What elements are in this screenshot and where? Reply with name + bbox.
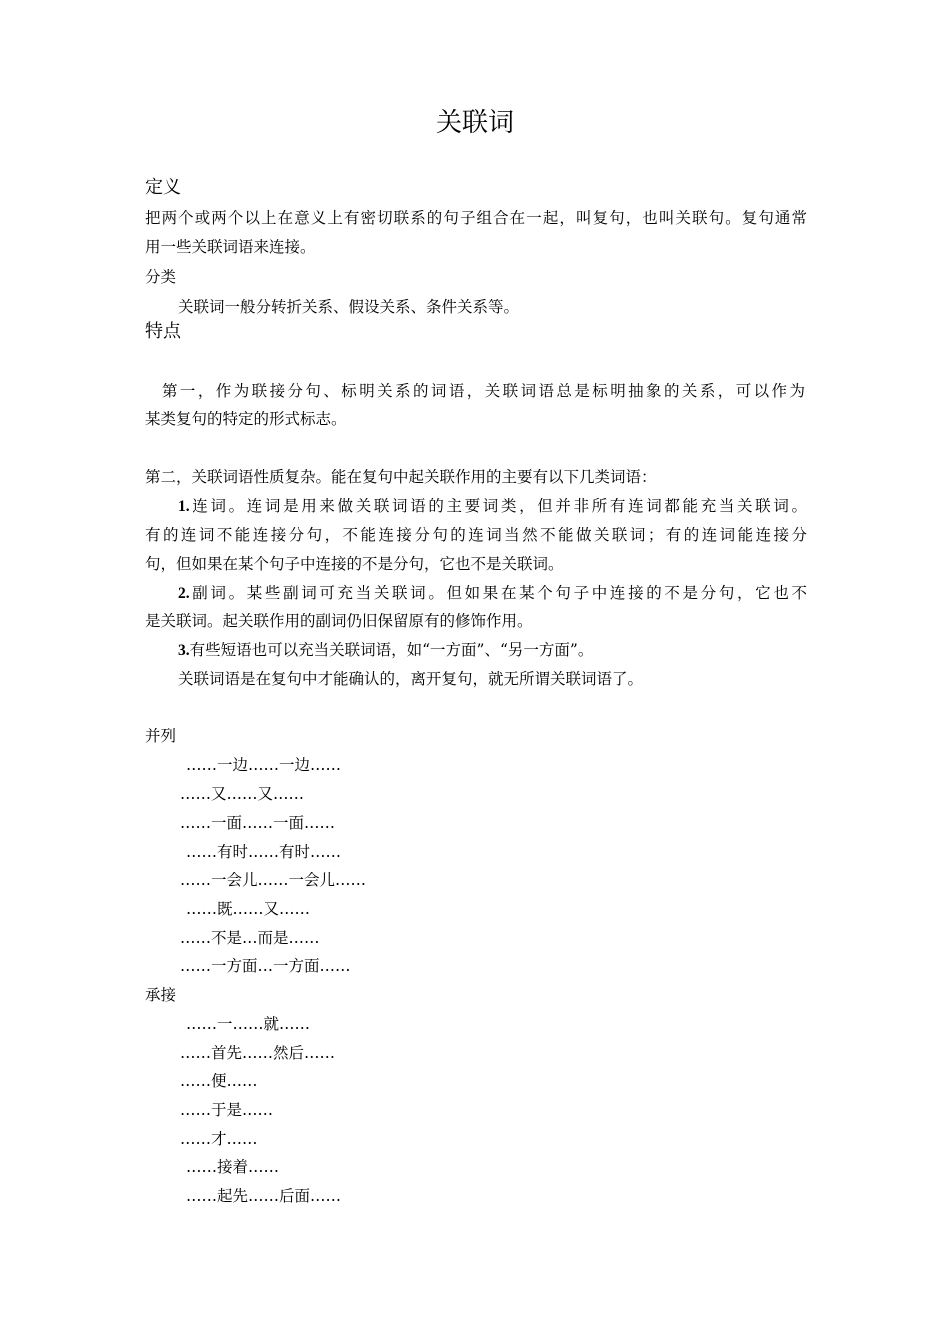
features-item-3-number: 3. (178, 642, 190, 659)
features-first-line-1: 第一，作为联接分句、标明关系的词语，关联词语总是标明抽象的关系，可以作为 (162, 382, 805, 400)
parallel-item-8: ……一方面…一方面…… (180, 957, 351, 975)
sequential-item-3: ……便…… (180, 1072, 258, 1090)
sequential-item-7: ……起先……后面…… (186, 1187, 342, 1205)
sequential-heading: 承接 (145, 986, 177, 1004)
parallel-item-7: ……不是…而是…… (180, 929, 320, 947)
parallel-item-3: ……一面……一面…… (180, 814, 336, 832)
features-first-line-2: 某类复句的特定的形式标志。 (145, 410, 347, 428)
parallel-item-1: ……一边……一边…… (186, 756, 342, 774)
features-heading: 特点 (145, 321, 181, 342)
features-item-3-line (178, 639, 593, 662)
features-item-3-text: 有些短语也可以充当关联词语，如“一方面”、“另一方面”。 (189, 641, 594, 659)
parallel-heading: 并列 (145, 727, 177, 745)
definition-line-2: 用一些关联词语来连接。 (145, 238, 316, 256)
parallel-item-6: ……既……又…… (186, 900, 311, 918)
features-item-2-number: 2. (178, 585, 190, 602)
features-item-1-line-1 (178, 495, 807, 518)
definition-heading: 定义 (145, 177, 181, 198)
classification-text: 关联词一般分转折关系、假设关系、条件关系等。 (178, 298, 520, 316)
classification-heading: 分类 (145, 268, 177, 286)
features-second-intro: 第二，关联词语性质复杂。能在复句中起关联作用的主要有以下几类词语： (145, 468, 657, 486)
features-item-1-line-3: 句，但如果在某个句子中连接的不是分句，它也不是关联词。 (145, 555, 564, 573)
sequential-item-1: ……一……就…… (186, 1015, 311, 1033)
parallel-item-4: ……有时……有时…… (186, 843, 342, 861)
sequential-item-6: ……接着…… (186, 1158, 280, 1176)
features-item-1-number: 1. (178, 498, 190, 515)
parallel-item-2: ……又……又…… (180, 785, 305, 803)
features-item-2-line-2: 是关联词。起关联作用的副词仍旧保留原有的修饰作用。 (145, 612, 533, 630)
document-title: 关联词 (435, 108, 514, 138)
features-item-1-text: 连词。连词是用来做关联词语的主要词类，但并非所有连词都能充当关联词。 (189, 497, 807, 515)
features-item-2-text: 副词。某些副词可充当关联词。但如果在某个句子中连接的不是分句，它也不 (189, 584, 807, 602)
sequential-item-5: ……才…… (180, 1130, 258, 1148)
features-item-2-line-1 (178, 582, 807, 605)
features-conclusion: 关联词语是在复句中才能确认的，离开复句，就无所谓关联词语了。 (178, 670, 644, 688)
definition-line-1: 把两个或两个以上在意义上有密切联系的句子组合在一起，叫复句，也叫关联句。复句通常 (145, 209, 807, 227)
parallel-item-5: ……一会儿……一会儿…… (180, 871, 367, 889)
sequential-item-4: ……于是…… (180, 1101, 274, 1119)
sequential-item-2: ……首先……然后…… (180, 1044, 336, 1062)
features-item-1-line-2: 有的连词不能连接分句，不能连接分句的连词当然不能做关联词；有的连词能连接分 (145, 526, 807, 544)
